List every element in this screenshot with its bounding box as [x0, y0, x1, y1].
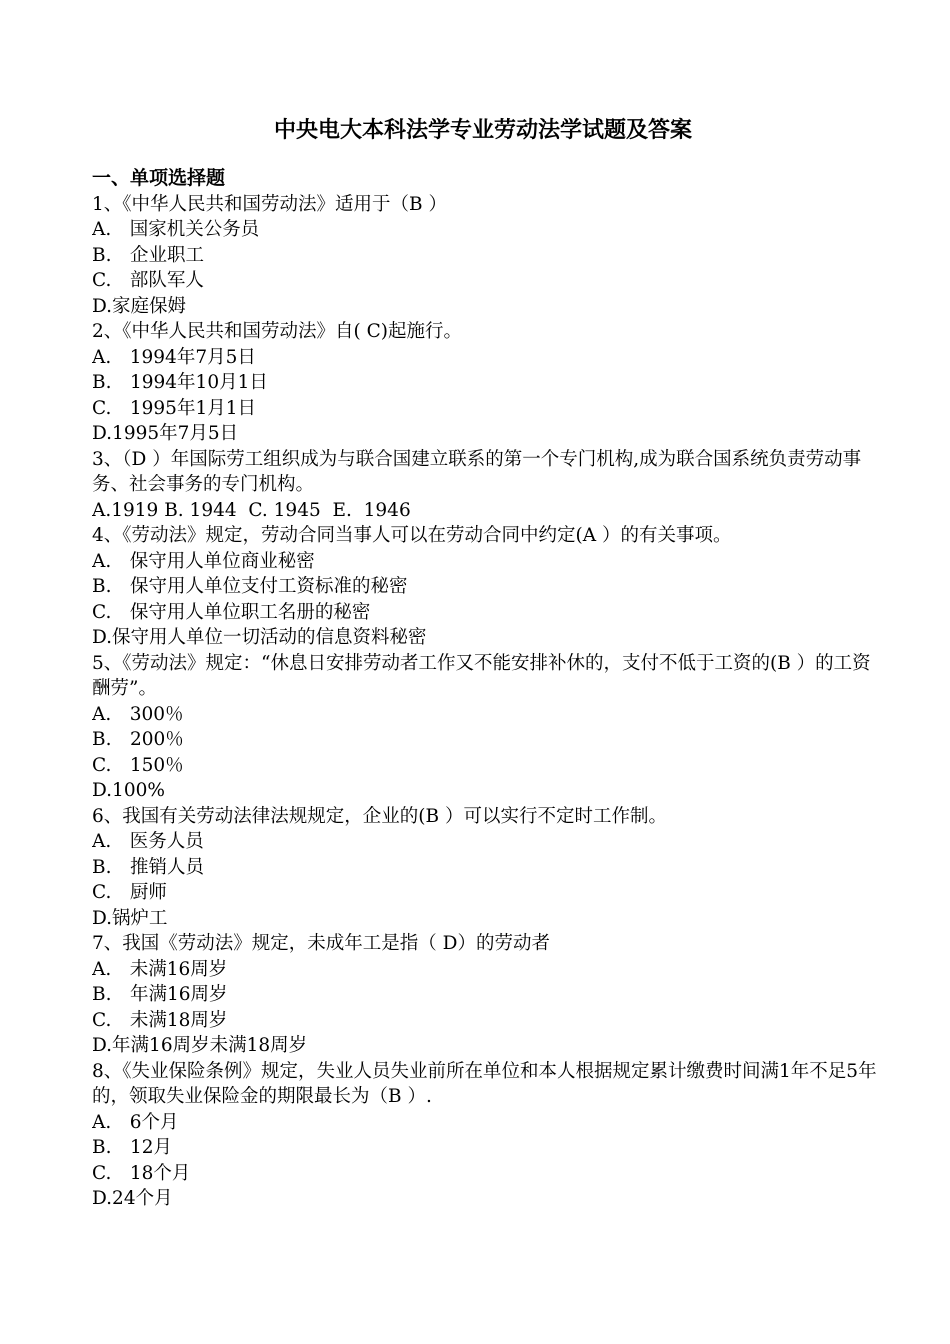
question-6: [92, 804, 882, 932]
answer-option: D.锅炉工: [92, 907, 168, 929]
answer-option: B. 200％: [92, 729, 184, 750]
question-1: [92, 192, 882, 320]
answer-option: D.家庭保姆: [92, 295, 187, 317]
question-stem: 3、（D ）年国际劳工组织成为与联合国建立联系的第一个专门机构,成为联合国系统负责劳动事务、社会事务的专门机构。: [92, 448, 862, 495]
answer-option: C. 部队军人: [92, 270, 204, 291]
question-stem: 1、《中华人民共和国劳动法》适用于（B ）: [92, 193, 447, 215]
answer-option: D.保守用人单位一切活动的信息资料秘密: [92, 627, 427, 648]
section-heading: 一、单项选择题: [92, 167, 226, 189]
question-5: [92, 651, 882, 804]
question-3: [92, 447, 882, 524]
question-4: [92, 523, 882, 651]
question-8: [92, 1059, 882, 1212]
answer-option: B. 年满16周岁: [92, 984, 228, 1005]
answer-option: D.1995年7月5日: [92, 423, 239, 444]
answer-option: D.年满16周岁未满18周岁: [92, 1035, 308, 1056]
answer-option: A. 国家机关公务员: [92, 219, 260, 240]
answer-option: B. 推销人员: [92, 856, 204, 878]
question-stem: 7、我国《劳动法》规定，未成年工是指（ D）的劳动者: [92, 933, 550, 954]
question-stem: 6、我国有关劳动法律法规规定，企业的(B ）可以实行不定时工作制。: [92, 805, 667, 827]
document-body: [92, 166, 882, 1212]
answer-option: C. 未满18周岁: [92, 1009, 228, 1031]
answer-option: A. 1994年7月5日: [92, 346, 256, 368]
answer-option: C. 18个月: [92, 1162, 191, 1184]
question-2: [92, 319, 882, 447]
answer-option: B. 1994年10月1日: [92, 372, 268, 393]
answer-option: C. 厨师: [92, 882, 167, 903]
answer-option: B. 12月: [92, 1137, 173, 1158]
question-7: [92, 931, 882, 1059]
answer-option: B. 企业职工: [92, 244, 204, 266]
question-stem: 8、《失业保险条例》规定，失业人员失业前所在单位和本人根据规定累计缴费时间满1年不足5年的，领取失业保险金的期限最长为（B ）.: [92, 1060, 877, 1107]
answer-option: A. 医务人员: [92, 831, 204, 852]
answer-option: C. 150％: [92, 754, 184, 776]
document-title: 中央电大本科法学专业劳动法学试题及答案: [273, 118, 692, 143]
answer-option: D.24个月: [92, 1188, 173, 1209]
answer-option: C. 保守用人单位职工名册的秘密: [92, 601, 371, 623]
answer-option: A. 保守用人单位商业秘密: [92, 550, 315, 572]
answer-option: A.1919 B. 1944 C. 1945 E. 1946: [92, 499, 411, 521]
answer-option: B. 保守用人单位支付工资标准的秘密: [92, 576, 408, 597]
question-stem: 2、《中华人民共和国劳动法》自( C)起施行。: [92, 321, 462, 342]
answer-option: A. 300％: [92, 703, 184, 725]
answer-option: C. 1995年1月1日: [92, 397, 256, 419]
answer-option: A. 6个月: [92, 1111, 179, 1133]
answer-option: A. 未满16周岁: [92, 958, 228, 980]
question-stem: 4、《劳动法》规定，劳动合同当事人可以在劳动合同中约定(A ）的有关事项。: [92, 525, 732, 546]
answer-option: D.100%: [92, 780, 165, 801]
question-stem: 5、《劳动法》规定：“休息日安排劳动者工作又不能安排补休的，支付不低于工资的(B ）的工资酬劳”。: [92, 652, 871, 699]
